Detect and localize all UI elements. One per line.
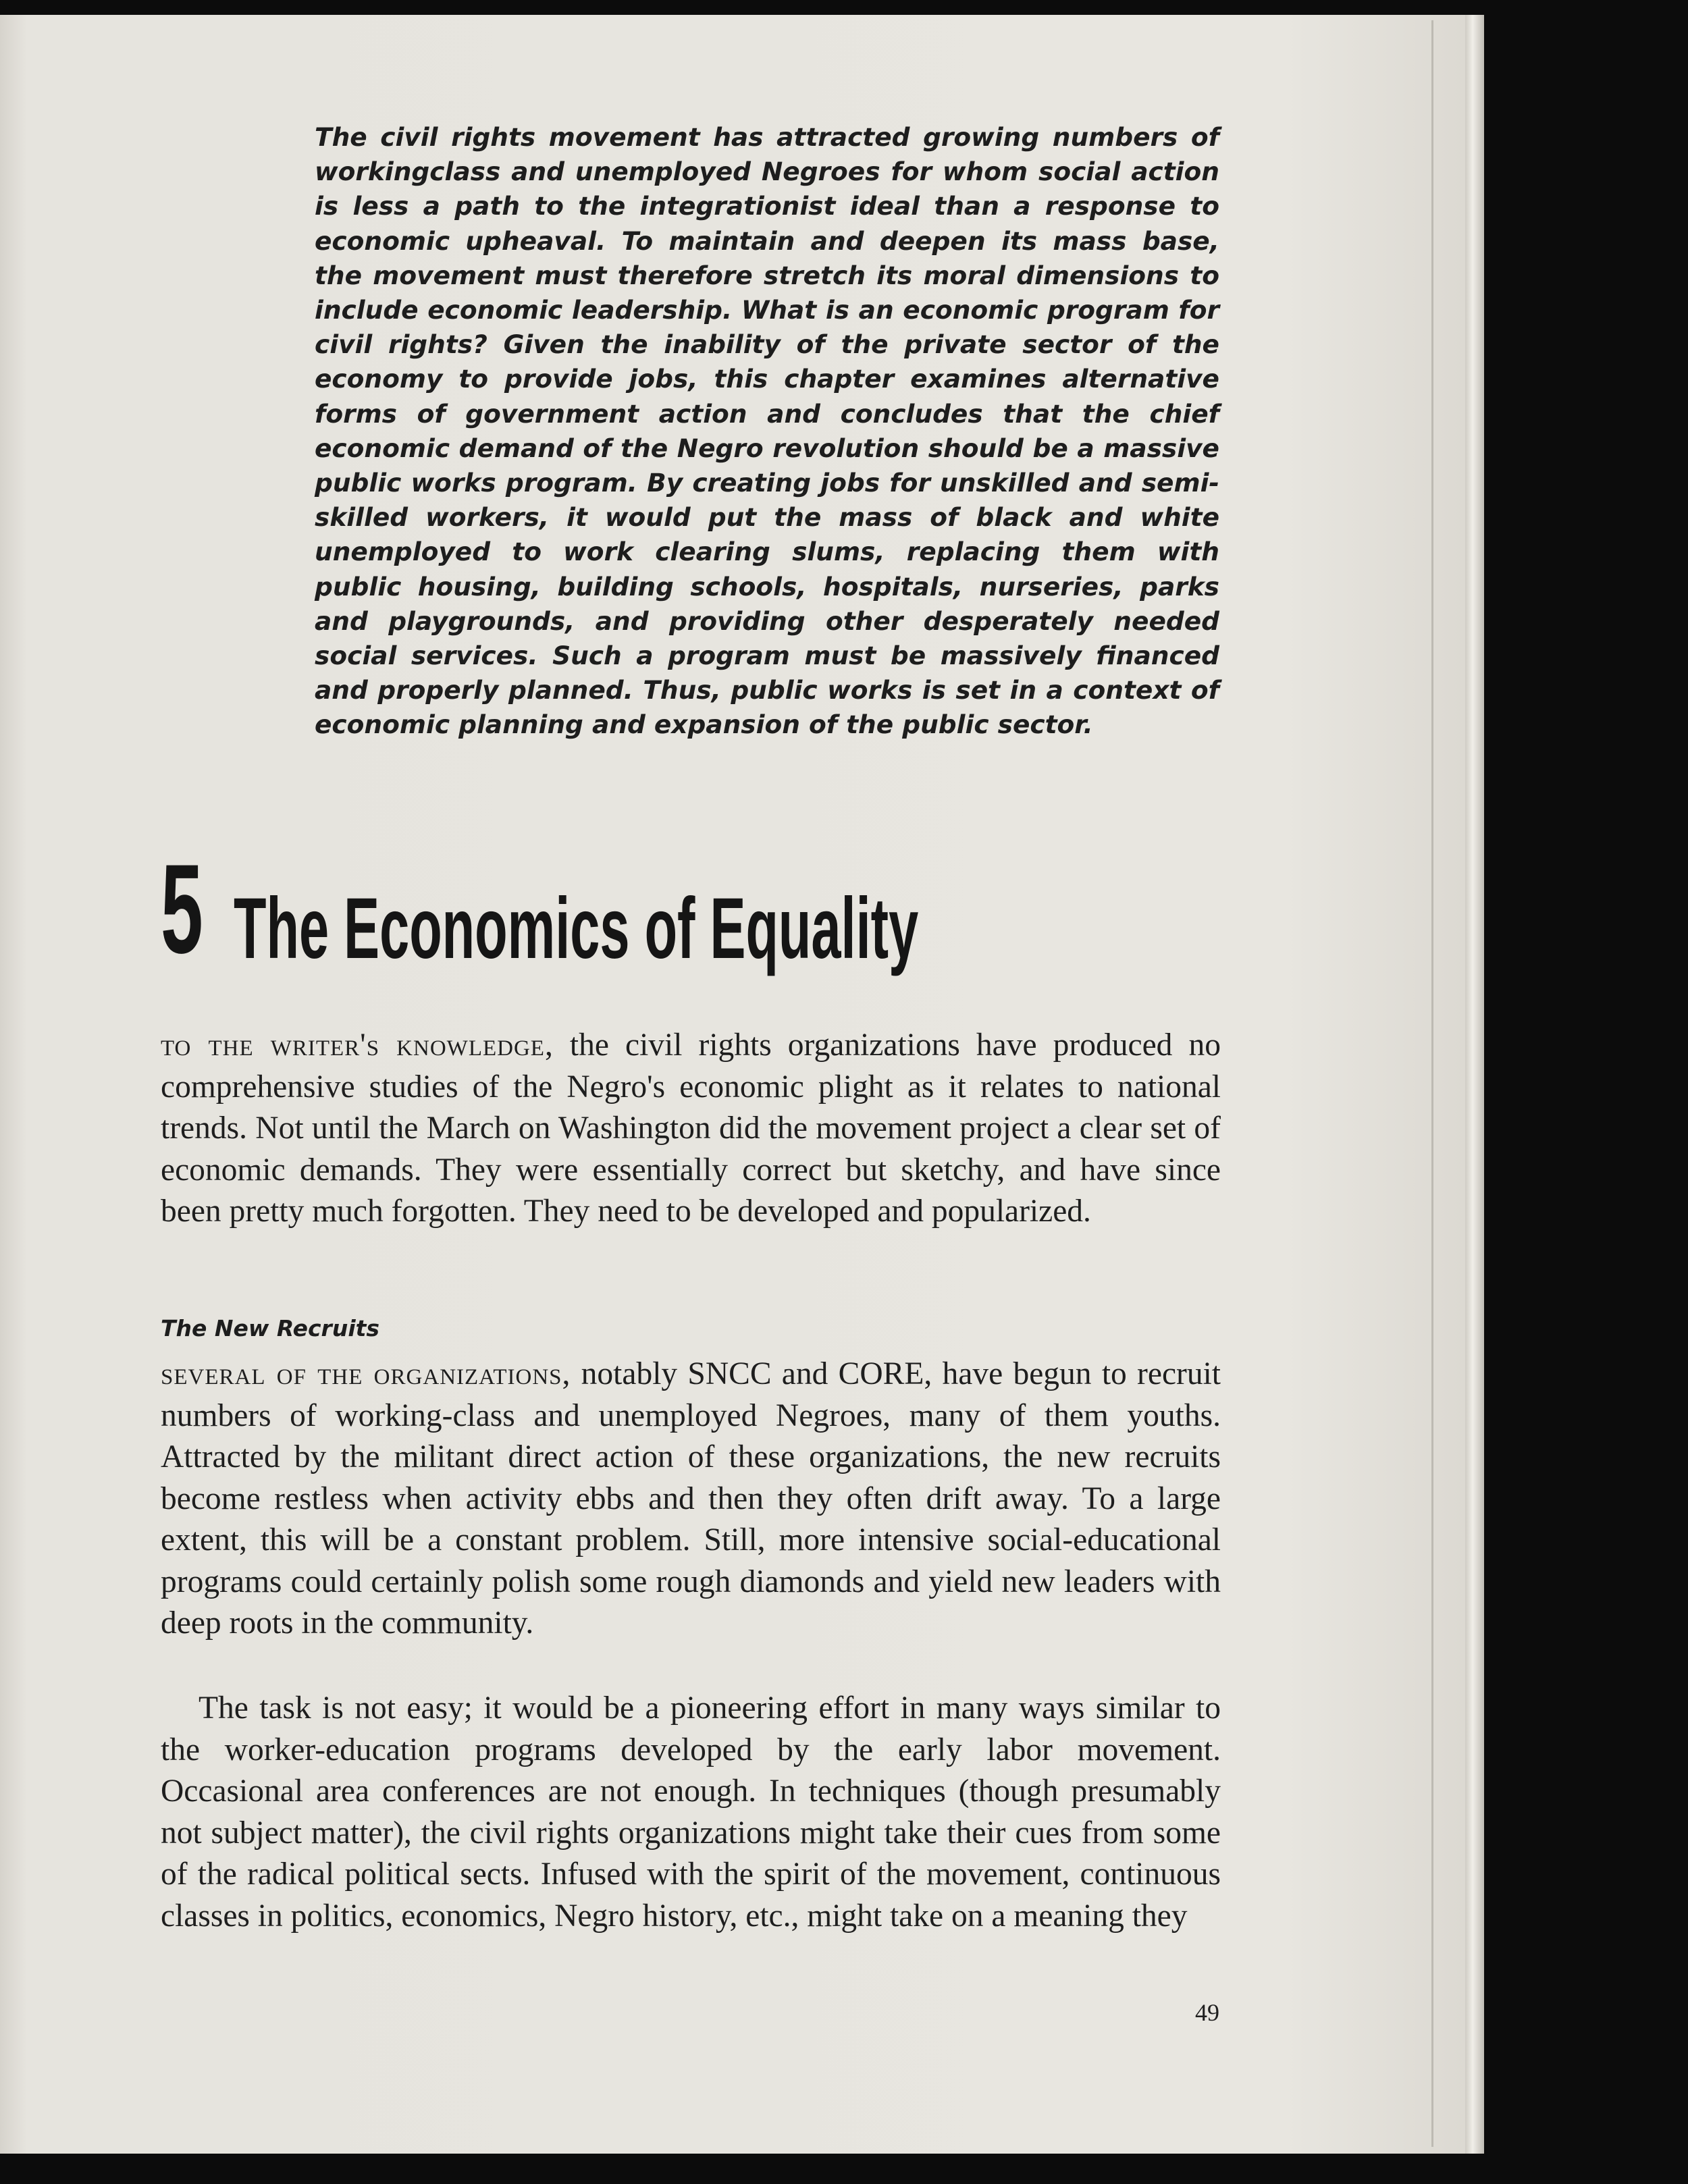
paragraph-2-text: notably SNCC and CORE, have begun to recruit numbers of working-class and unemployed Negroes, many of them youths. Attracted by the militant direct action of these organizations, the new recruits become restless when activity ebbs and then they often drift away. To a large extent, this will be a constant problem. Still, more intensive social-educational programs could certainly polish some rough diamonds and yield new leaders with deep roots in the community.: [161, 1356, 1221, 1641]
paragraph-2: [161, 1354, 1221, 1645]
paragraph-3: The task is not easy; it would be a pioneering effort in many ways similar to the worker-education programs developed by the early labor movement. Occasional area conferences are not enough. In techniques (though presumably not subject matter), the civil rights organizations might take their cues from some of the radical political sects. Infused with the spirit of the movement, continuous classes in politics, economics, Negro history, etc., might take on a meaning they: [161, 1690, 1221, 1934]
page-number: 49: [1195, 1999, 1219, 2026]
page-edge: [1465, 15, 1484, 2154]
paragraph-1: [161, 1025, 1221, 1233]
chapter-heading: [161, 837, 1338, 980]
paragraph-1-text: the civil rights organizations have produced no comprehensive studies of the Negro's economic plight as it relates to national trends. Not until the March on Washington did the movement project a clear set of economic demands. They were essentially correct but sketchy, and have since been pretty much forgotten. They need to be developed and popularized.: [161, 1028, 1221, 1229]
chapter-number: 5: [161, 838, 203, 980]
paragraph-1-lead: to the writer's knowledge,: [161, 1028, 554, 1063]
chapter-title: The Economics of Equality: [234, 880, 919, 977]
section-subheading: The New Recruits: [161, 1315, 380, 1341]
page-fold-line: [1431, 20, 1433, 2147]
paragraph-2-lead: several of the organizations,: [161, 1356, 571, 1391]
chapter-abstract: The civil rights movement has attracted growing numbers of workingclass and unemployed Negroes for whom social action is less a path to the integrationist ideal than a response to economic upheaval. To maintain and deepen its mass base, the movement must therefore stretch its moral dimensions to include economic leadership. What is an economic program for civil rights? Given the inability of the private sector of the economy to provide jobs, this chapter examines alternative forms of government action and concludes that the chief economic demand of the Negro revolution should be a massive public works program. By creating jobs for unskilled and semi-skilled workers, it would put the mass of black and white unemployed to work clearing slums, replacing them with public housing, building schools, hospitals, nurseries, parks and playgrounds, and providing other desperately needed social services. Such a program must be massively financed and properly planned. Thus, public works is set in a context of economic planning and expansion of the public sector.: [315, 122, 1219, 740]
